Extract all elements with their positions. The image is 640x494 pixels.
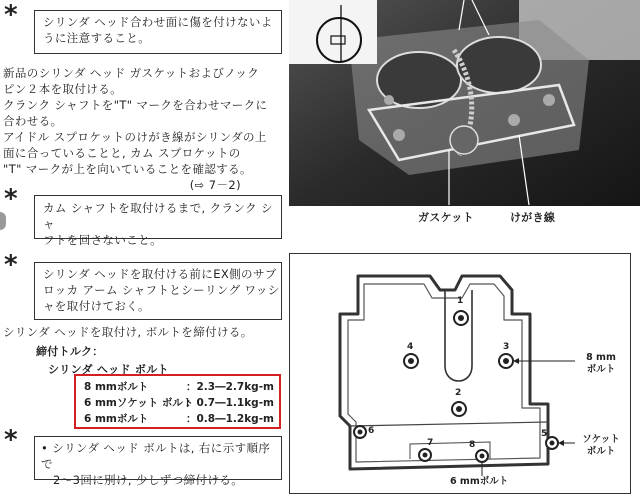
torque-table xyxy=(74,374,281,429)
callout-socket-bolt xyxy=(574,434,628,458)
bolt-7 xyxy=(419,449,431,461)
bolt-number: 4 xyxy=(407,342,414,352)
callout-line: ボルト xyxy=(586,364,616,375)
note-line: カム シャフトを取付けるまで, クランク シャ xyxy=(43,201,273,231)
scribe-line-label: けがき線 xyxy=(510,211,556,224)
callout-6mm-bolt: 6 mmボルト xyxy=(450,476,509,487)
torque-heading: 締付トルク： xyxy=(36,345,104,358)
bolt-number: 7 xyxy=(427,438,434,448)
bolt-3 xyxy=(499,354,513,368)
paragraph-line: "T" マークが上を向いていることを確認する。 xyxy=(3,162,252,176)
note-line: • シリンダ ヘッド ボルトは, 右に示す順序で xyxy=(41,441,271,471)
torque-subheading: シリンダ ヘッド ボルト xyxy=(48,363,169,376)
arrow-icon xyxy=(558,440,564,446)
note-line: ロッカ アーム シャフトとシーリング ワッシ xyxy=(43,283,280,297)
paragraph-line: 新品のシリンダ ヘッド ガスケットおよびノック xyxy=(3,66,260,80)
callout-8mm-bolt xyxy=(574,352,628,376)
procedure-paragraph-2: シリンダ ヘッドを取付け, ボルトを締付ける。 xyxy=(3,325,253,339)
page-edge-mark xyxy=(0,212,6,230)
asterisk-note-icon: * xyxy=(4,184,18,214)
note-box-3 xyxy=(34,262,282,320)
note-line: シリンダ ヘッド合わせ面に傷を付けないよ xyxy=(43,15,273,29)
callout-line: ソケット xyxy=(582,434,620,445)
paragraph-line: 合わせる。 xyxy=(3,114,63,128)
paragraph-line: クランク シャフトを"T" マークを合わせマークに xyxy=(3,98,268,112)
note-box-1 xyxy=(34,10,282,54)
bolt-2 xyxy=(452,402,466,416)
paragraph-line: (⇨ 7－2) xyxy=(189,178,241,192)
bolt-number: 5 xyxy=(541,429,548,439)
note-box-4 xyxy=(34,436,282,487)
note-line: うに注意すること。 xyxy=(43,31,151,45)
bolt-8 xyxy=(476,450,488,462)
bolt-number: 2 xyxy=(455,388,462,398)
note-line: シリンダ ヘッドを取付ける前にEX側のサブ xyxy=(43,267,277,281)
callout-line: 8 mm xyxy=(586,352,616,363)
note-line: フトを回さないこと。 xyxy=(43,233,162,247)
asterisk-note-icon: * xyxy=(4,0,18,30)
bolt-number: 6 xyxy=(368,426,375,436)
bolt-sequence-diagram xyxy=(289,253,631,494)
bolt-1 xyxy=(454,311,468,325)
arrow-icon xyxy=(513,358,519,364)
paragraph-line: アイドル スプロケットのけがき線がシリンダの上 xyxy=(3,130,267,144)
bolt-5 xyxy=(546,437,558,449)
paragraph-line: 面に合っていることと, カム スプロケットの xyxy=(3,146,241,160)
torque-bolt-name: 8 mmボルト xyxy=(84,381,149,393)
paragraph-line: ピン２本を取付ける。 xyxy=(3,82,122,96)
torque-value: ：2.3―2.7kg-m xyxy=(186,381,274,393)
gasket-label: ガスケット xyxy=(418,211,474,224)
torque-bolt-name: 6 mmボルト xyxy=(84,413,149,425)
bolt-number: 8 xyxy=(469,440,476,450)
engine-photo-illustration xyxy=(289,0,640,207)
bolt-number: 3 xyxy=(503,342,510,352)
bolt-6 xyxy=(354,426,366,438)
bolt-4 xyxy=(404,354,418,368)
asterisk-note-icon: * xyxy=(4,425,18,455)
torque-value: ：0.8―1.2kg-m xyxy=(186,413,274,425)
asterisk-note-icon: * xyxy=(4,250,18,280)
engine-photo xyxy=(289,0,640,207)
procedure-paragraph-1 xyxy=(3,65,283,193)
note-line: ャを取付けておく。 xyxy=(43,299,150,313)
torque-value: ：0.7―1.1kg-m xyxy=(186,397,274,409)
callout-line: ボルト xyxy=(586,446,616,457)
torque-bolt-name: 6 mmソケット ボルト xyxy=(84,397,194,409)
bolt-number: 1 xyxy=(457,296,464,306)
note-box-2 xyxy=(34,195,282,247)
note-line: 2～3回に別け, 少しずつ締付ける。 xyxy=(53,473,244,487)
